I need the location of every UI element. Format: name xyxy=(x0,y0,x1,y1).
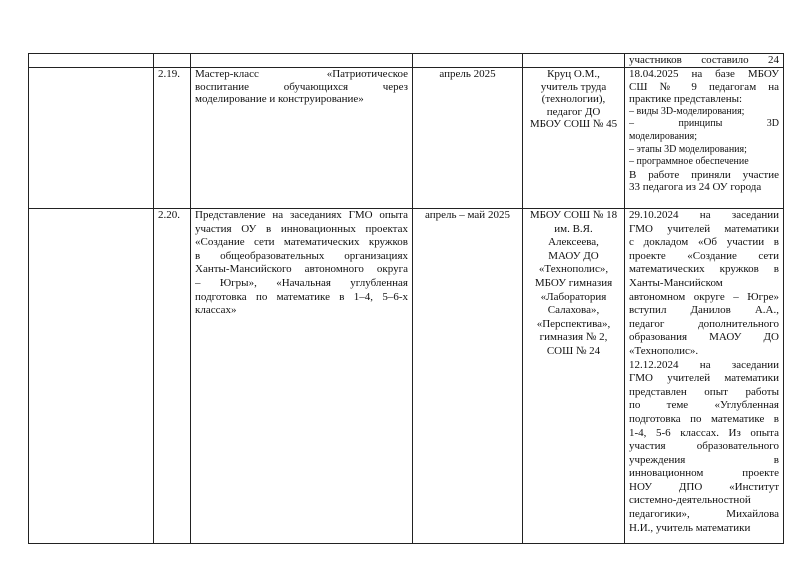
event-result-line: математических кружков в xyxy=(629,263,779,276)
event-result-line: проекте «Создание сети xyxy=(629,249,779,262)
event-description-line: подготовка по математике в 1–4, 5–6-х xyxy=(195,290,408,303)
responsible-party-line: МБОУ СОШ № 45 xyxy=(529,118,618,131)
event-description-line: Ханты-Мансийского автономного округа xyxy=(195,263,408,276)
table-column-border xyxy=(522,53,523,544)
event-result-cell xyxy=(629,209,779,543)
event-date-cell xyxy=(417,68,518,208)
event-description-line: в общеобразовательных организациях xyxy=(195,249,408,262)
responsible-party-cell xyxy=(527,68,620,208)
event-result-line: 12.12.2024 на заседании xyxy=(629,358,779,371)
event-result-line: Ханты-Мансийском xyxy=(629,276,723,289)
row-number: 2.20. xyxy=(158,209,180,221)
event-result-line: системно-деятельностной xyxy=(629,494,751,507)
event-description-line: – Югры», «Начальная углубленная xyxy=(195,276,408,289)
responsible-party-line: Алексеева, xyxy=(548,236,599,249)
table-column-border xyxy=(190,53,191,544)
event-result-line: – виды 3D-моделирования; xyxy=(629,105,745,117)
event-result-line: СШ № 9 педагогам на xyxy=(629,80,779,93)
event-result-line: педагог дополнительного xyxy=(629,317,779,330)
event-result-line: практике представлены: xyxy=(629,93,743,106)
responsible-party-line: «Перспектива», xyxy=(536,317,611,330)
responsible-party-line: им. В.Я. xyxy=(554,222,593,235)
table-column-border xyxy=(412,53,413,544)
event-result-line: педагогики», Михайлова xyxy=(629,508,779,521)
row-number-cell xyxy=(158,209,186,543)
responsible-party-line: «Технополис», xyxy=(538,263,609,276)
responsible-party-line: Круц О.М., xyxy=(547,68,600,80)
event-date-line: апрель 2025 xyxy=(439,68,496,80)
event-result-line: по теме «Углубленная xyxy=(629,399,779,412)
responsible-party-line: МБОУ СОШ № 18 xyxy=(529,209,618,221)
event-description-line: Мастер-класс «Патриотическое xyxy=(195,68,408,80)
event-result-line: вступил Данилов А.А., xyxy=(629,304,779,317)
event-result-line: «Технополис». xyxy=(629,344,699,357)
responsible-party-line: гимназия № 2, xyxy=(539,331,608,344)
event-result-line: участия образовательного xyxy=(629,440,779,453)
event-result-line: 33 педагога из 24 ОУ города xyxy=(629,181,762,194)
event-result-line: ГМО учителей математики xyxy=(629,372,779,385)
table-column-border xyxy=(624,53,625,544)
event-result-line: моделирования; xyxy=(629,130,698,142)
event-result-line: – этапы 3D моделирования; xyxy=(629,143,747,155)
event-description-line: моделирование и конструирование» xyxy=(195,93,364,106)
responsible-party-line: МАОУ ДО xyxy=(548,249,599,262)
responsible-party-line: МБОУ гимназия xyxy=(534,276,613,289)
event-result-line: ГМО учителей математики xyxy=(629,222,779,235)
event-result-line: 1-4, 5-6 классах. Из опыта xyxy=(629,426,779,439)
event-description-cell xyxy=(195,54,408,67)
responsible-party-line: педагог ДО xyxy=(546,105,601,118)
event-description-cell xyxy=(195,68,408,208)
event-result-line: подготовка по математике в xyxy=(629,412,779,425)
event-result-line: 18.04.2025 на базе МБОУ xyxy=(629,68,779,80)
event-result-line: автономном округе – Югре» xyxy=(629,290,779,303)
event-description-line: классах» xyxy=(195,304,237,317)
row-number: 2.19. xyxy=(158,68,180,80)
responsible-party-cell xyxy=(527,54,620,67)
event-date-cell xyxy=(417,209,518,543)
event-description-cell xyxy=(195,209,408,543)
responsible-party-cell xyxy=(527,209,620,543)
row-number-cell xyxy=(158,68,186,208)
event-description-line: «Создание сети математических кружков xyxy=(195,236,408,249)
responsible-party-line: «Лаборатория xyxy=(540,290,607,303)
table-row-border xyxy=(28,543,784,544)
event-result-line: В работе приняли участие xyxy=(629,168,779,181)
event-result-line: 29.10.2024 на заседании xyxy=(629,209,779,221)
event-description-line: воспитание обучающихся через xyxy=(195,80,408,93)
table-column-border xyxy=(153,53,154,544)
event-result-line: НОУ ДПО «Институт xyxy=(629,480,779,493)
event-description-line: Представление на заседаниях ГМО опыта xyxy=(195,209,408,221)
event-result-line: участников составило 24 xyxy=(629,54,779,66)
event-result-cell xyxy=(629,54,779,67)
responsible-party-line: СОШ № 24 xyxy=(546,344,601,357)
event-result-line: инновационном проекте xyxy=(629,467,779,480)
event-result-line: с докладом «Об участии в xyxy=(629,236,779,249)
table-column-border xyxy=(28,53,29,544)
event-description-line: участия ОУ в инновационных проектах xyxy=(195,222,408,235)
event-result-line: – программное обеспечение xyxy=(629,156,749,168)
event-result-line: Н.И., учитель математики xyxy=(629,521,751,534)
event-result-line: представлен опыт работы xyxy=(629,385,779,398)
responsible-party-line: (технологии), xyxy=(541,93,606,106)
event-result-line: образования МАОУ ДО xyxy=(629,331,779,344)
event-result-cell xyxy=(629,68,779,208)
row-number-cell xyxy=(158,54,186,67)
table-column-border xyxy=(783,53,784,544)
event-result-line: – принципы 3D xyxy=(629,118,779,130)
event-date-line: апрель – май 2025 xyxy=(425,209,510,221)
event-date-cell xyxy=(417,54,518,67)
event-result-line: учреждения в xyxy=(629,453,779,466)
responsible-party-line: Салахова», xyxy=(547,304,600,317)
responsible-party-line: учитель труда xyxy=(540,80,607,93)
